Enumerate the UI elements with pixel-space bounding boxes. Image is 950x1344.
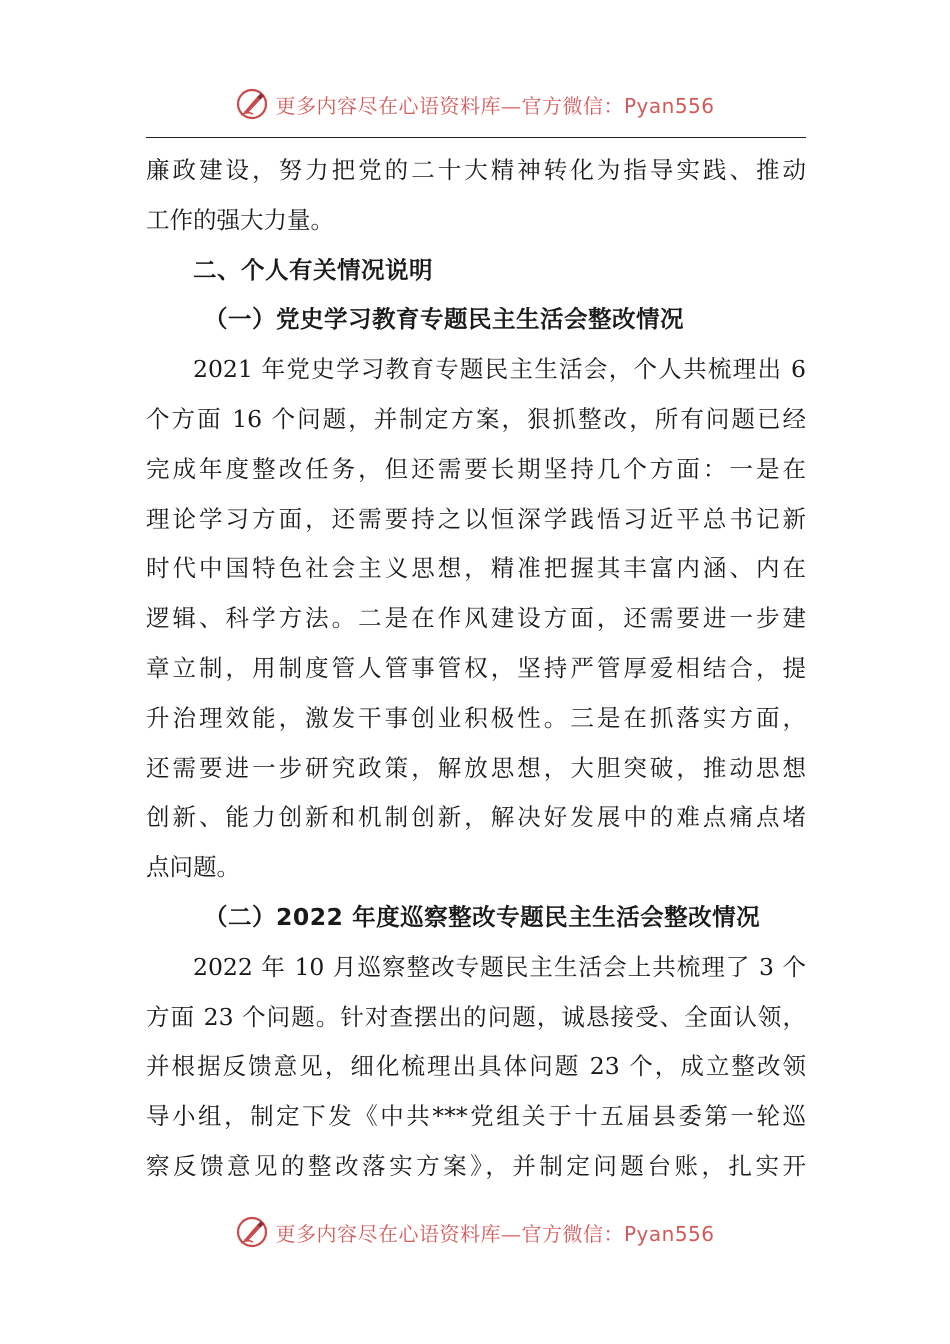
paragraph-line: 完成年度整改任务，但还需要长期坚持几个方面：一是在: [146, 454, 806, 483]
paragraph-line: 理论学习方面，还需要持之以恒深学践悟习近平总书记新: [146, 504, 806, 533]
paragraph-line: 个方面 16 个问题，并制定方案，狠抓整改，所有问题已经: [146, 404, 806, 433]
paragraph-line: 章立制，用制度管人管事管权，坚持严管厚爱相结合，提: [146, 653, 806, 682]
paragraph-line: 导小组，制定下发《中共***党组关于十五届县委第一轮巡: [146, 1102, 806, 1131]
paragraph-line: 逻辑、科学方法。二是在作风建设方面，还需要进一步建: [146, 604, 806, 633]
subsection-heading: （二）2022 年度巡察整改专题民主生活会整改情况: [204, 902, 761, 931]
watermark-text: 更多内容尽在心语资料库—官方微信：Pyan556: [275, 93, 715, 118]
section-heading: 二、个人有关情况说明: [193, 255, 433, 284]
paragraph-line: 还需要进一步研究政策，解放思想，大胆突破，推动思想: [146, 753, 806, 782]
paragraph-line: 方面 23 个问题。针对查摆出的问题，诚恳接受、全面认领，: [146, 1002, 806, 1031]
watermark-banner: [235, 1215, 714, 1249]
pen-logo-icon: [235, 1215, 269, 1249]
paragraph-line: 2021 年党史学习教育专题民主生活会，个人共梳理出 6: [193, 355, 806, 384]
document-body: [146, 146, 806, 1192]
paragraph-line: 创新、能力创新和机制创新，解决好发展中的难点痛点堵: [146, 803, 806, 832]
subsection-heading: （一）党史学习教育专题民主生活会整改情况: [204, 305, 684, 334]
paragraph-line: 察反馈意见的整改落实方案》，并制定问题台账，扎实开: [146, 1151, 806, 1180]
watermark-banner: [235, 87, 714, 121]
paragraph-line: 点问题。: [146, 853, 240, 882]
paragraph-line: 工作的强大力量。: [146, 205, 334, 234]
pen-logo-icon: [235, 87, 269, 121]
paragraph-line: 升治理效能，激发干事创业积极性。三是在抓落实方面，: [146, 703, 806, 732]
paragraph-line: 时代中国特色社会主义思想，精准把握其丰富内涵、内在: [146, 554, 806, 583]
page-header: [0, 84, 950, 124]
paragraph-line: 并根据反馈意见，细化梳理出具体问题 23 个，成立整改领: [146, 1052, 806, 1081]
watermark-text: 更多内容尽在心语资料库—官方微信：Pyan556: [275, 1221, 715, 1246]
paragraph-line: 廉政建设，努力把党的二十大精神转化为指导实践、推动: [146, 156, 806, 184]
header-divider: [146, 137, 806, 138]
paragraph-line: 2022 年 10 月巡察整改专题民主生活会上共梳理了 3 个: [193, 952, 806, 981]
page-footer: [0, 1212, 950, 1252]
